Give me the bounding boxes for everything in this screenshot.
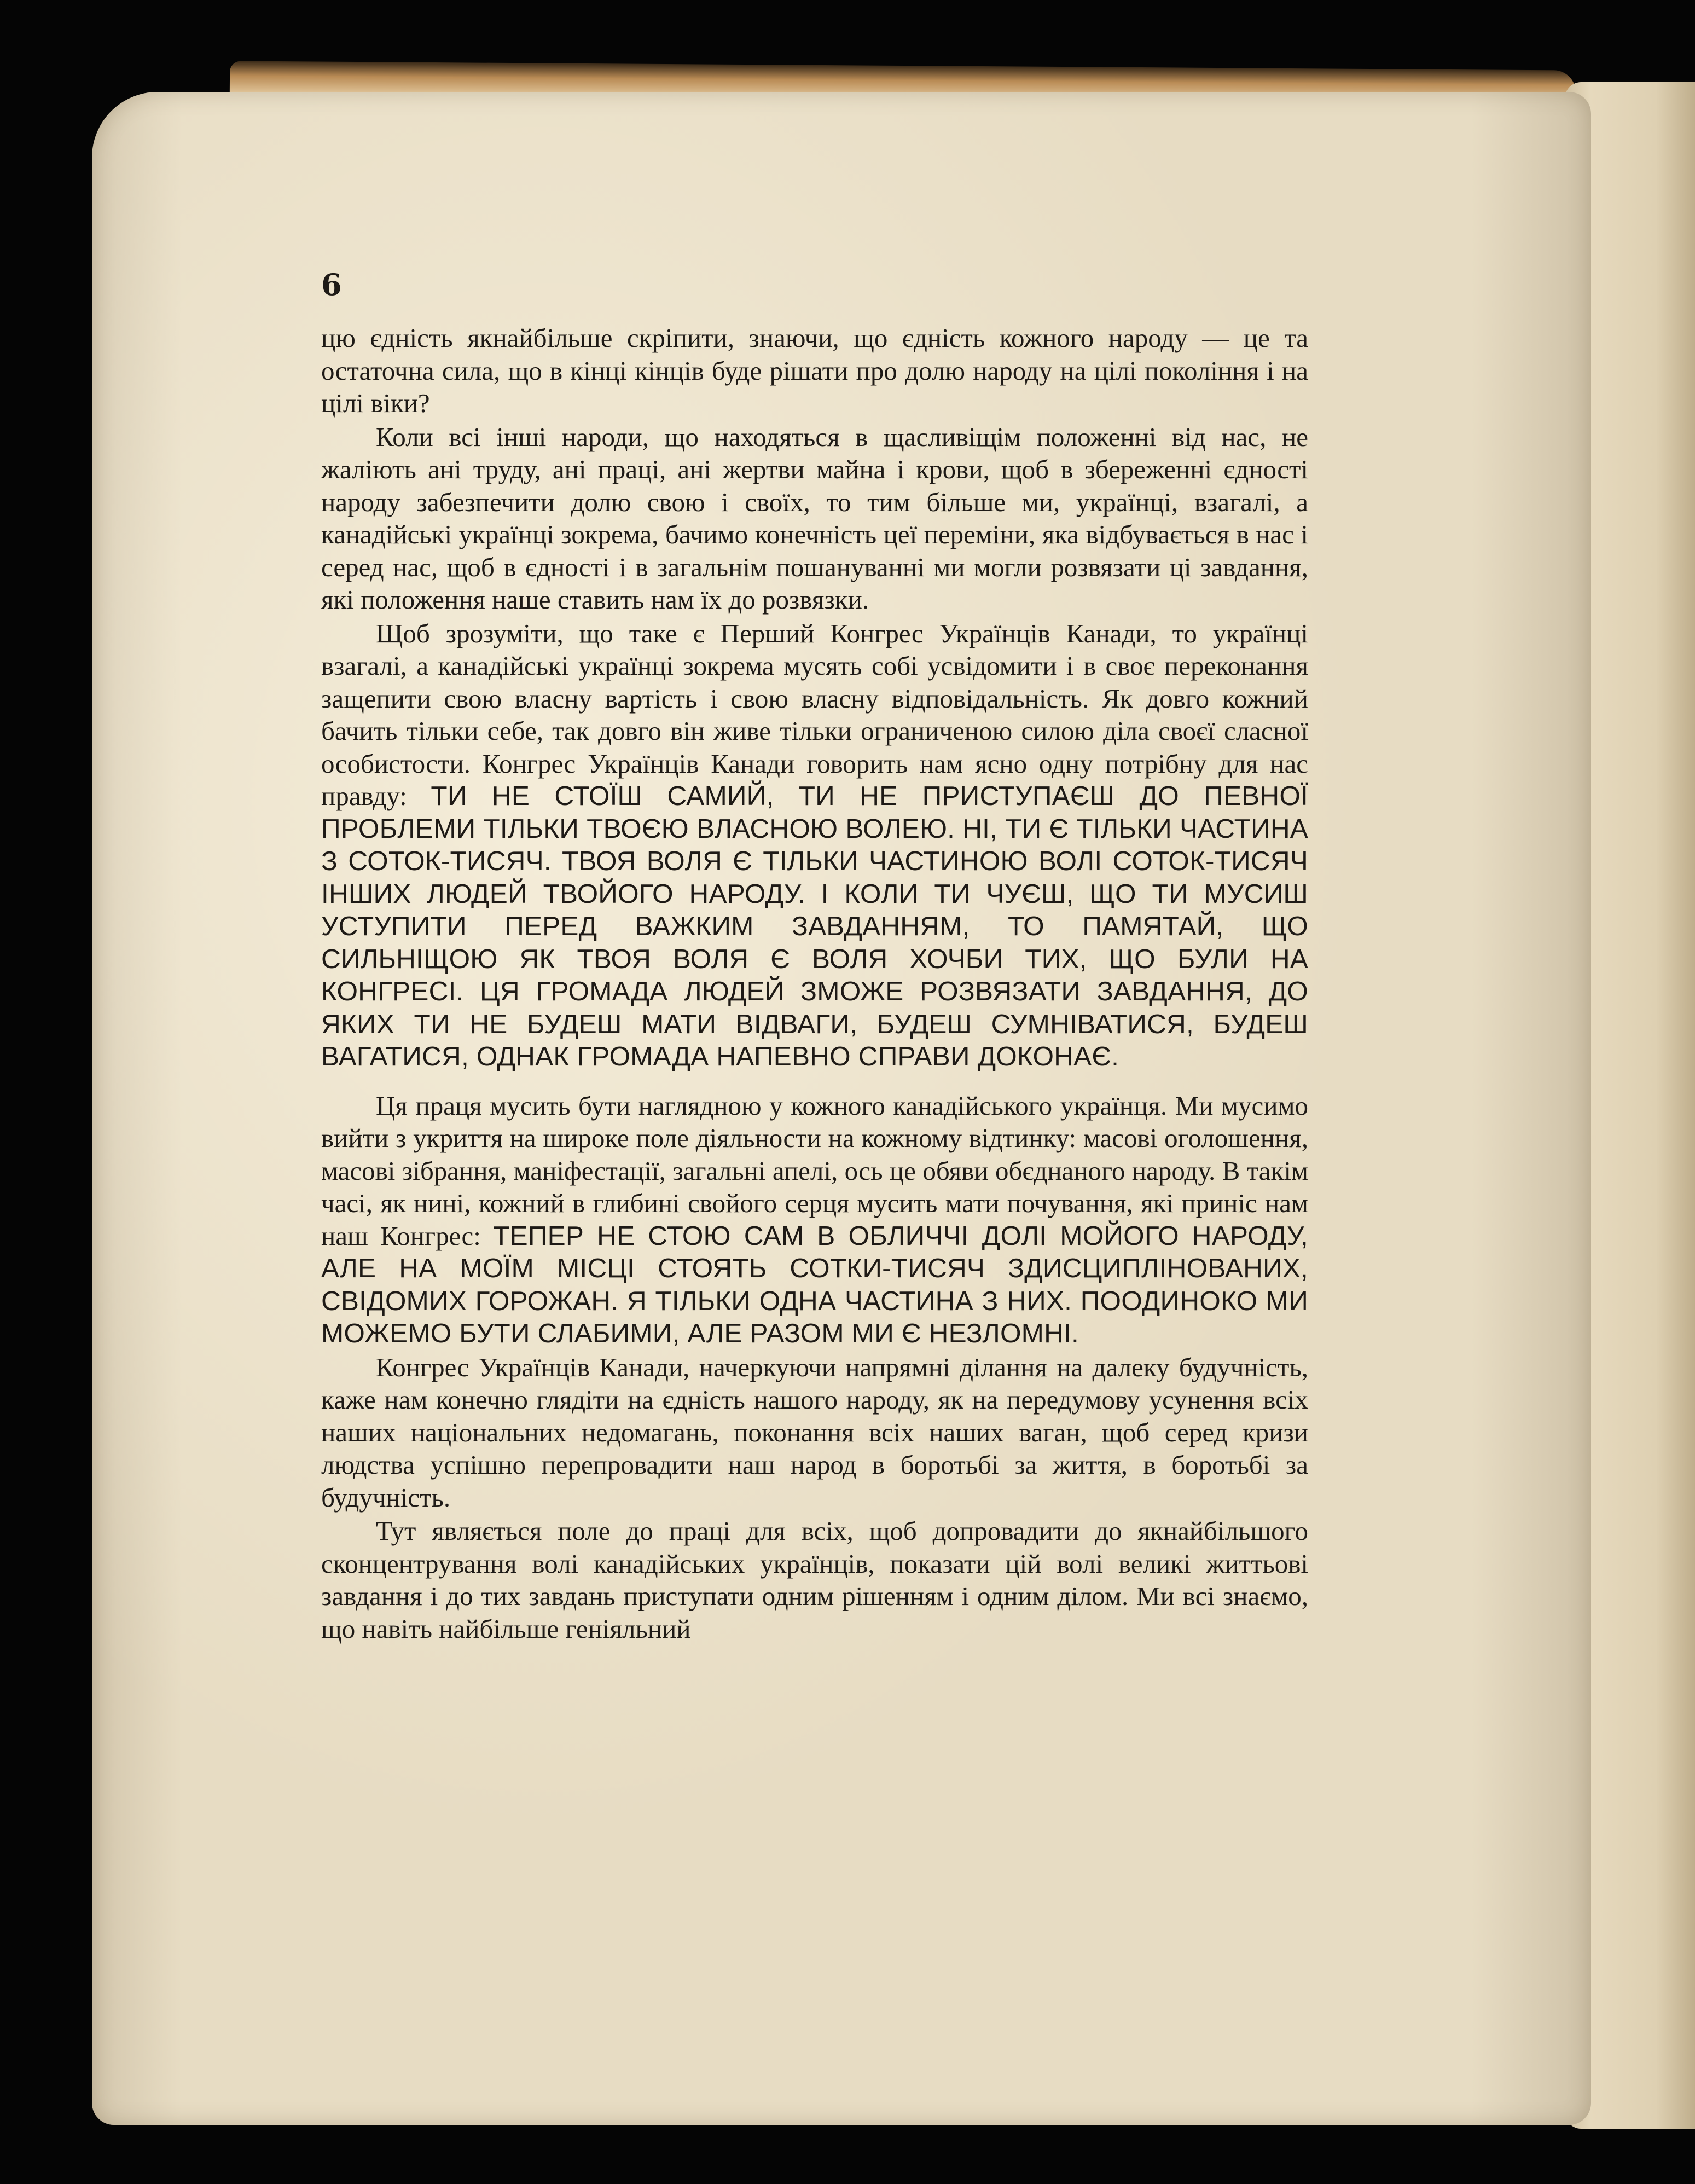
paragraph-5 [321, 1351, 1308, 1514]
paragraph-4-emphasis: ТЕПЕР НЕ СТОЮ САМ В ОБЛИЧЧІ ДОЛІ МОЙОГО НАРОДУ, АЛЕ НА МОЇМ МІСЦІ СТОЯТЬ СОТКИ-ТИСЯЧ ЗДИСЦИПЛІНОВАНИХ, СВІДОМИХ ГОРОЖАН. Я ТІЛЬКИ ОДНА ЧАСТИНА З НИХ. ПООДИНОКО МИ МОЖЕМО БУТИ СЛАБИМИ, АЛЕ РАЗОМ МИ Є НЕЗЛОМНІ. [321, 1220, 1309, 1348]
paragraph-6-text: Тут являється поле до праці для всіх, щоб допровадити до якнайбільшого сконцентрування волі канадійських українців, показати цій волі великі життьові завдання і до тих завдань приступати одним рішенням і одним ділом. Ми всі знаємо, що навіть найбільше геніяльний [321, 1516, 1308, 1644]
paragraph-2 [321, 421, 1308, 616]
page-number: 6 [321, 267, 342, 302]
paragraph-1-text: цю єдність якнайбільше скріпити, знаючи, що єдність кожного народу — це та остаточна сила, що в кінці кінців буде рішати про долю народу на цілі покоління і на цілі віки? [321, 323, 1308, 418]
paragraph-4-text: Ця праця мусить бути наглядною у кожного канадійського українця. Ми мусимо вийти з укриття на широке поле діяльности на кожному відтинку: масові оголошення, масові зібрання, маніфестації, загальні апелі, ось це обяви обєднаного народу. В такім часі, як нині, кожний в глибині свойого серця мусить мати почування, які приніс нам наш Конгрес: [321, 1090, 1308, 1251]
paragraph-6 [321, 1515, 1308, 1645]
paragraph-1 [321, 322, 1308, 420]
paragraph-5-text: Конгрес Українців Канади, начеркуючи напрямні ділання на далеку будучність, каже нам конечно глядіти на єдність нашого народу, як на передумову усунення всіх наших національних недомагань, поконання всіх наших ваган, щоб серед кризи людства успішно перепровадити наш народ в боротьбі за життя, в боротьбі за будучність. [321, 1352, 1308, 1513]
paragraph-4 [321, 1090, 1308, 1350]
body-text [321, 322, 1308, 1646]
paragraph-3-emphasis: ТИ НЕ СТОЇШ САМИЙ, ТИ НЕ ПРИСТУПАЄШ ДО ПЕВНОЇ ПРОБЛЕМИ ТІЛЬКИ ТВОЄЮ ВЛАСНОЮ ВОЛЕЮ. НІ, ТИ Є ТІЛЬКИ ЧАСТИНА З СОТОК-ТИСЯЧ. ТВОЯ ВОЛЯ Є ТІЛЬКИ ЧАСТИНОЮ ВОЛІ СОТОК-ТИСЯЧ ІНШИХ ЛЮДЕЙ ТВОЙОГО НАРОДУ. І КОЛИ ТИ ЧУЄШ, ЩО ТИ МУСИШ УСТУПИТИ ПЕРЕД ВАЖКИМ ЗАВДАННЯМ, ТО ПАМЯТАЙ, ЩО СИЛЬНІЩОЮ ЯК ТВОЯ ВОЛЯ Є ВОЛЯ ХОЧБИ ТИХ, ЩО БУЛИ НА КОНГРЕСІ. ЦЯ ГРОМАДА ЛЮДЕЙ ЗМОЖЕ РОЗВЯЗАТИ ЗАВДАННЯ, ДО ЯКИХ ТИ НЕ БУДЕШ МАТИ ВІДВАГИ, БУДЕШ СУМНІВАТИСЯ, БУДЕШ ВАГАТИСЯ, ОДНАК ГРОМАДА НАПЕВНО СПРАВИ ДОКОНАЄ. [321, 781, 1308, 1071]
paragraph-3 [321, 617, 1308, 1073]
paragraph-3-text: Щоб зрозуміти, що таке є Перший Конгрес Українців Канади, то українці взагалі, а канадійські українці зокрема мусять собі усвідомити і в своє переконання защепити свою власну вартість і свою власну відповідальність. Як довго кожний бачить тільки себе, так довго він живе тільки ограниченою силою діла своєї сласної особистости. Конгрес Українців Канади говорить нам ясно одну потрібну для нас правду: [321, 618, 1308, 811]
paragraph-2-text: Коли всі інші народи, що находяться в щасливіщім положенні від нас, не жаліють ані труду, ані праці, ані жертви майна і крови, щоб в збереженні єдності народу забезпечити долю свою і своїх, то тим більше ми, українці, взагалі, а канадійські українці зокрема, бачимо конечність цеї переміни, яка відбувається в нас і серед нас, щоб в єдності і в загальнім пошануванні ми могли розвязати ці завдання, які положення наше ставить нам їх до розвязки. [321, 421, 1308, 615]
